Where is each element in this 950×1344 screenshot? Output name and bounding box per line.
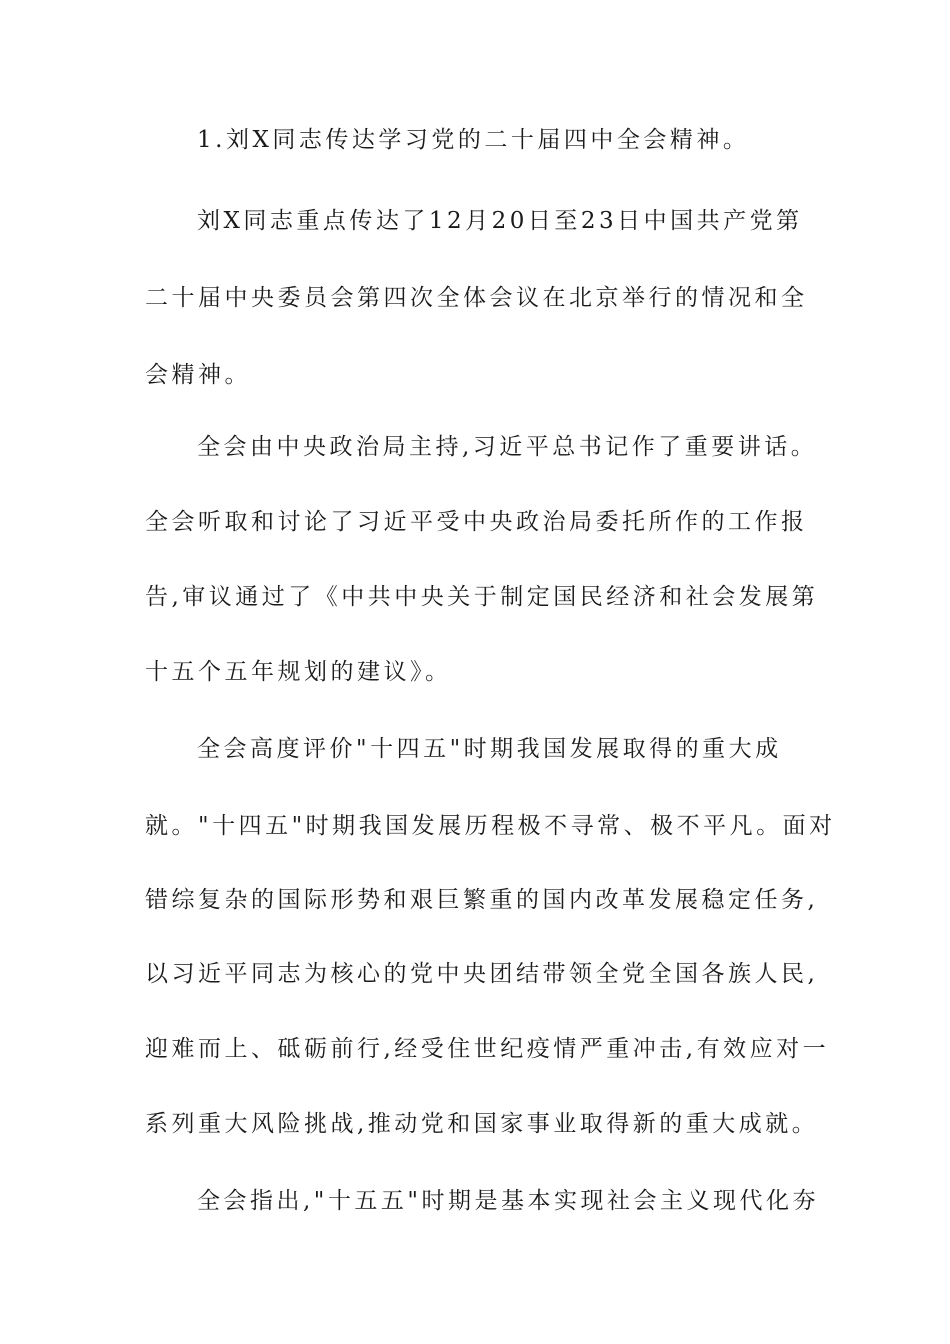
paragraph-line: 十五个五年规划的建议》。 [145,659,452,685]
paragraph-line: 以习近平同志为核心的党中央团结带领全党全国各族人民, [145,961,819,987]
paragraph-line: 会精神。 [145,362,251,388]
paragraph-line: 全会指出,"十五五"时期是基本实现社会主义现代化夯 [197,1188,819,1214]
paragraph-line: 全会听取和讨论了习近平受中央政治局委托所作的工作报 [145,509,808,535]
paragraph-line: 迎难而上、砥砺前行,经受住世纪疫情严重冲击,有效应对一 [145,1036,830,1062]
paragraph-line: 就。"十四五"时期我国发展历程极不寻常、极不平凡。面对 [145,813,836,839]
paragraph-line: 全会由中央政治局主持,习近平总书记作了重要讲话。 [197,434,818,460]
paragraph-line: 全会高度评价"十四五"时期我国发展取得的重大成 [197,736,782,762]
paragraph-line: 系列重大风险挑战,推动党和国家事业取得新的重大成就。 [145,1111,819,1137]
heading-line: 1.刘X同志传达学习党的二十届四中全会精神。 [197,127,750,153]
paragraph-line: 二十届中央委员会第四次全体会议在北京举行的情况和全 [145,285,808,311]
paragraph-line: 告,审议通过了《中共中央关于制定国民经济和社会发展第 [145,584,819,610]
paragraph-line: 错综复杂的国际形势和艰巨繁重的国内改革发展稳定任务, [145,887,819,913]
paragraph-line: 刘X同志重点传达了12月20日至23日中国共产党第 [197,208,803,234]
